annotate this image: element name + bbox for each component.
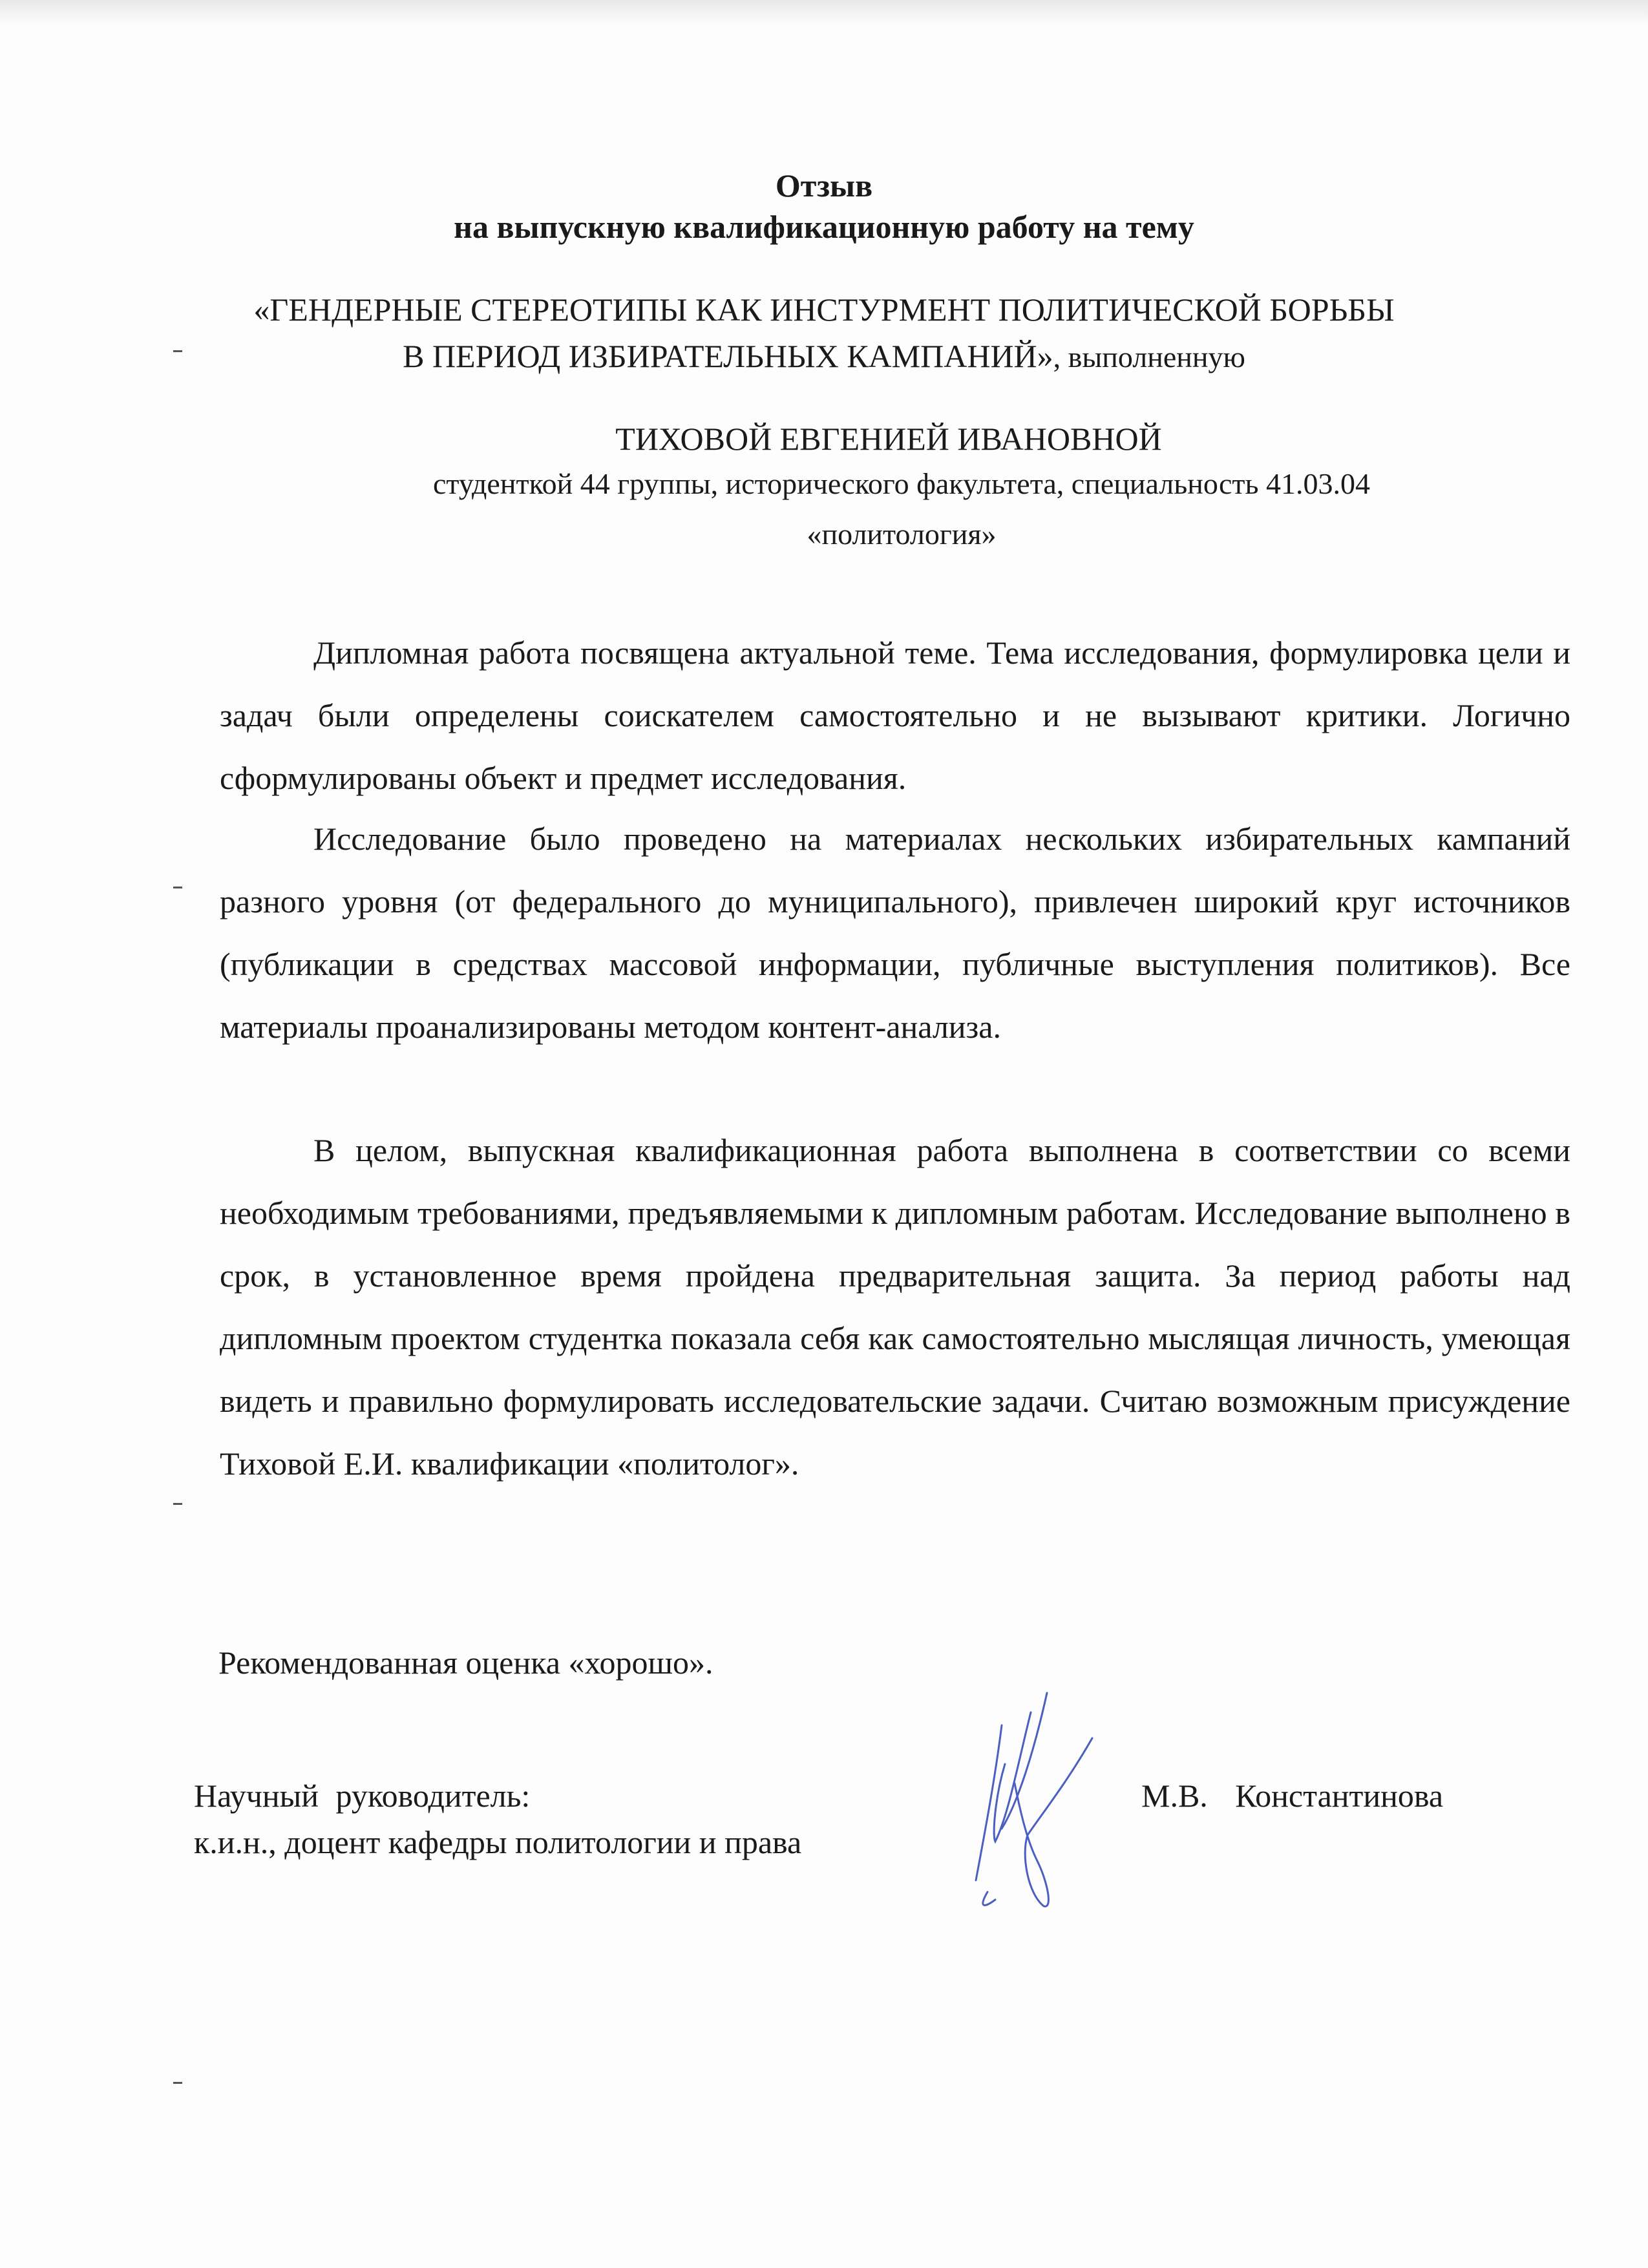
supervisor-name: М.В. Константинова [1141,1778,1444,1814]
signature-icon [956,1686,1163,1919]
document-subtitle: на выпускную квалификационную работу на тему [454,209,1194,245]
supervisor-label: Научный руководитель: [194,1778,531,1814]
document-title: Отзыв [775,167,873,204]
margin-mark [173,887,182,888]
topic-text-1: «ГЕНДЕРНЫЕ СТЕРЕОТИПЫ КАК ИНСТУРМЕНТ ПОЛИТИЧЕСКОЙ БОРЬБЫ [253,291,1395,328]
topic-text-2: В ПЕРИОД ИЗБИРАТЕЛЬНЫХ КАМПАНИЙ» [403,338,1053,374]
supervisor-title: к.и.н., доцент кафедры политологии и права [194,1824,802,1860]
paragraph-text: Исследование было проведено на материалах нескольких избирательных кампаний разного уровня (от федерального до муниципального), привлечен широкий круг источников (публикации в средствах массовой информации, публичные выступления политиков). Все материалы проанализированы методом контент-анализа. [220,821,1570,1045]
topic-line-1 [136,291,1512,328]
student-info: студенткой 44 группы, исторического факультета, специальность 41.03.04 [433,467,1370,500]
topic-line-2 [136,337,1512,375]
paragraph-1 [220,622,1570,810]
topic-tail: , выполненную [1053,341,1245,373]
paragraph-text: В целом, выпускная квалификационная работа выполнена в соответствии со всеми необходимым требованиями, предъявляемыми к дипломным работам. Исследование выполнено в срок, в установленное время пройдена предварительная защита. За период работы над дипломным проектом студентка показала себя как самостоятельно мыслящая личность, умеющая видеть и правильно формулировать исследовательские задачи. Считаю возможным присуждение Тиховой Е.И. квалификации «политолог». [220,1132,1570,1482]
scan-edge [0,0,1648,26]
margin-mark [173,2082,182,2084]
margin-mark [173,1503,182,1505]
paragraph-3 [220,1119,1570,1495]
paragraph-text: Дипломная работа посвящена актуальной теме. Тема исследования, формулировка цели и задач были определены соискателем самостоятельно и не вызывают критики. Логично сформулированы объект и предмет исследования. [220,635,1570,796]
specialty: «политология» [807,518,997,551]
student-name: ТИХОВОЙ ЕВГЕНИЕЙ ИВАНОВНОЙ [615,421,1162,457]
recommended-grade: Рекомендованная оценка «хорошо». [218,1644,713,1681]
paragraph-2 [220,808,1570,1058]
